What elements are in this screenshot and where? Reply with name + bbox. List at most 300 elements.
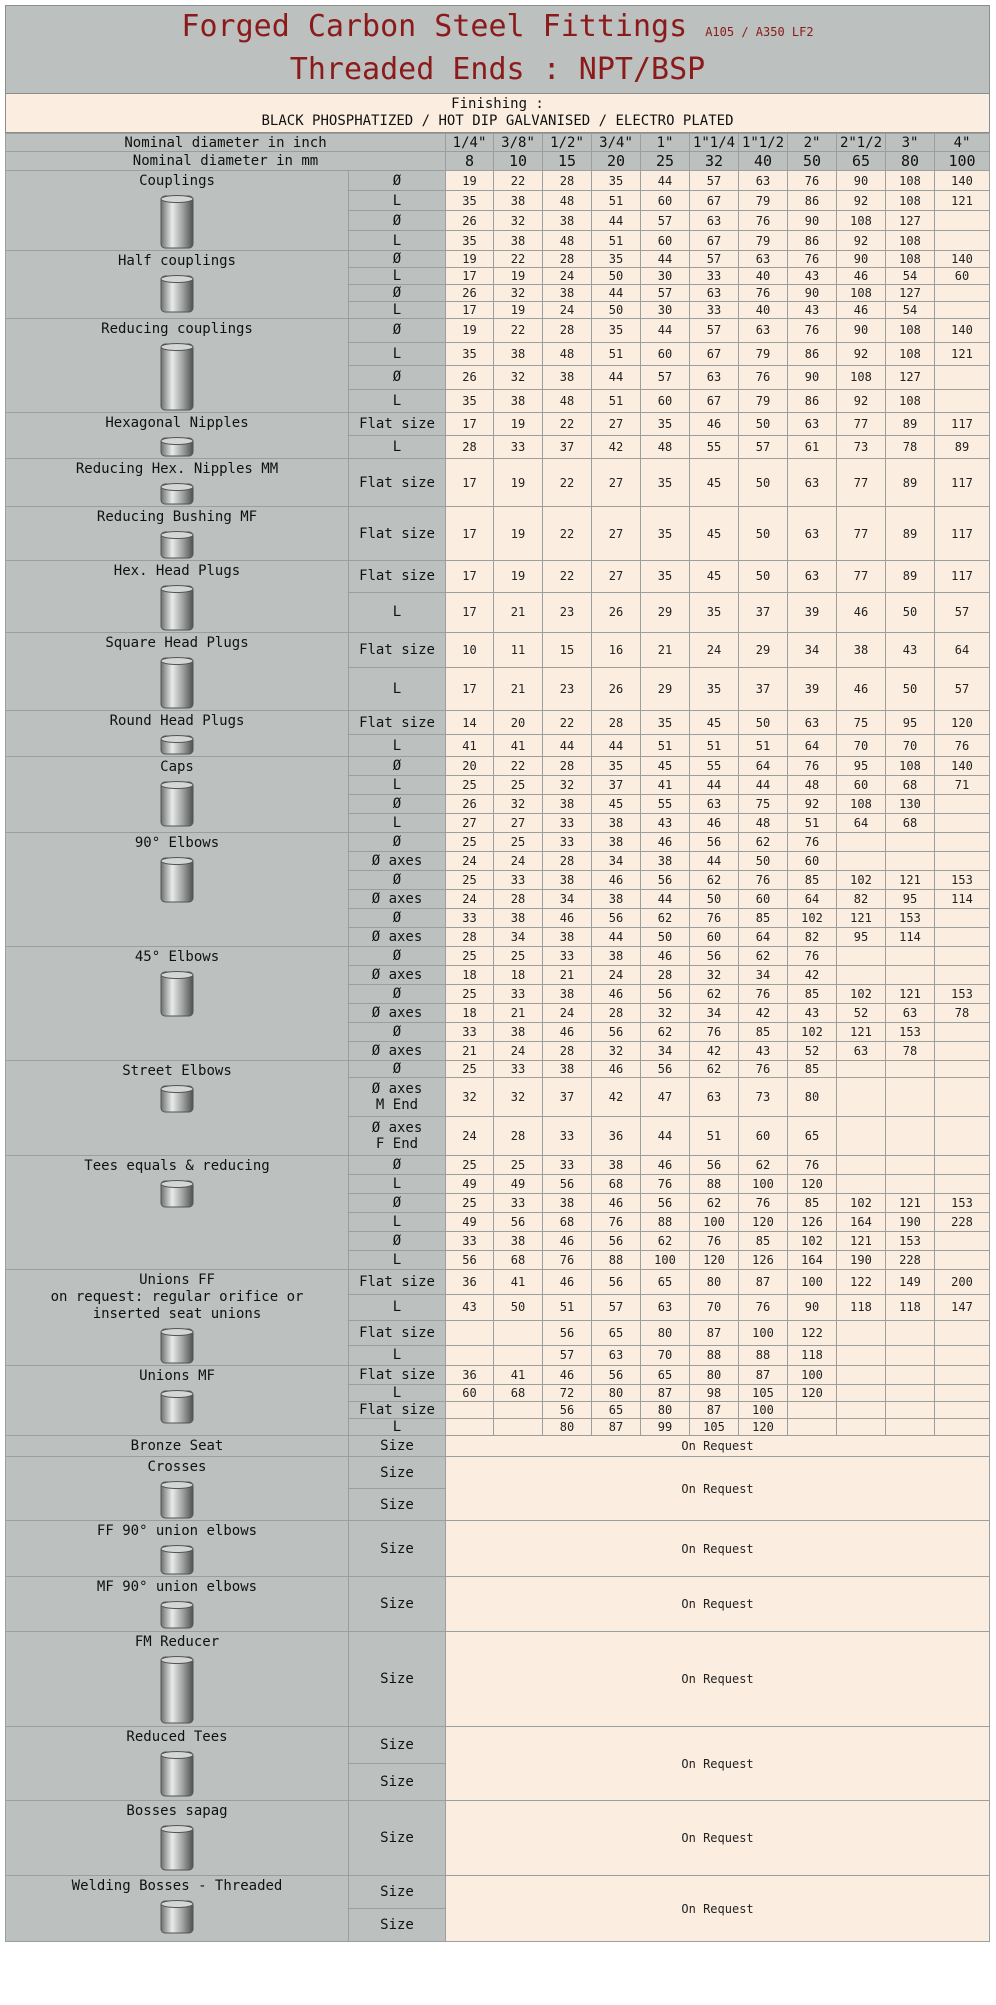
value-cell: 33 (690, 268, 739, 285)
value-cell: 25 (446, 1061, 494, 1078)
value-cell: 28 (641, 966, 690, 985)
fitting-name: Hexagonal Nipples (105, 415, 249, 431)
fitting-name: Bronze Seat (130, 1438, 224, 1454)
value-cell: 88 (641, 1213, 690, 1232)
value-cell: 120 (739, 1419, 788, 1436)
value-cell: 33 (446, 909, 494, 928)
value-cell: 117 (935, 507, 990, 561)
elbow-90-icon (155, 856, 199, 904)
value-cell: 92 (837, 389, 886, 413)
value-cell: 25 (446, 776, 494, 795)
value-cell (886, 852, 935, 871)
value-cell (837, 1078, 886, 1117)
value-cell: 62 (641, 1023, 690, 1042)
value-cell (935, 285, 990, 302)
table-row (6, 1577, 990, 1632)
value-cell: 47 (641, 1078, 690, 1117)
fitting-name-cell (6, 1876, 349, 1942)
value-cell: 48 (739, 814, 788, 833)
title-main: Forged Carbon Steel Fittings (181, 9, 688, 44)
value-cell (886, 1321, 935, 1346)
value-cell: 80 (641, 1402, 690, 1419)
value-cell (935, 1156, 990, 1175)
mm-header-cell: 25 (641, 152, 690, 171)
value-cell: 33 (446, 1023, 494, 1042)
value-cell (837, 833, 886, 852)
value-cell: 90 (788, 1294, 837, 1321)
value-cell: 41 (494, 1270, 543, 1295)
value-cell: 62 (739, 947, 788, 966)
value-cell: 57 (739, 436, 788, 459)
title-line1 (6, 6, 989, 51)
value-cell: 60 (690, 928, 739, 947)
inch-header-cell: 1/4" (446, 134, 494, 152)
value-cell (837, 1366, 886, 1385)
value-cell: 73 (837, 436, 886, 459)
value-cell (935, 833, 990, 852)
fitting-name: Half couplings (117, 253, 236, 269)
inch-header-cell: 2"1/2 (837, 134, 886, 152)
value-cell: 34 (641, 1042, 690, 1061)
value-cell: 38 (494, 191, 543, 211)
value-cell: 76 (739, 285, 788, 302)
value-cell: 27 (592, 561, 641, 593)
value-cell: 79 (739, 231, 788, 251)
value-cell (788, 1402, 837, 1419)
fitting-name-cell (6, 1366, 349, 1436)
value-cell: 95 (886, 890, 935, 909)
finishing-block (5, 94, 990, 133)
value-cell: 76 (739, 211, 788, 231)
value-cell: 57 (935, 667, 990, 710)
value-cell: 68 (886, 776, 935, 795)
value-cell: 92 (837, 231, 886, 251)
value-cell: 50 (739, 561, 788, 593)
value-cell: 117 (935, 459, 990, 507)
value-cell: 32 (543, 776, 592, 795)
value-cell: 38 (837, 633, 886, 668)
value-cell: 49 (446, 1175, 494, 1194)
value-cell: 76 (690, 1232, 739, 1251)
value-cell: 34 (739, 966, 788, 985)
value-cell (446, 1402, 494, 1419)
value-cell: 85 (739, 1023, 788, 1042)
value-cell: 140 (935, 171, 990, 191)
value-cell: 46 (543, 1232, 592, 1251)
value-cell: 73 (739, 1078, 788, 1117)
fitting-name-cell (6, 1801, 349, 1876)
value-cell: 45 (641, 757, 690, 776)
cap-icon (155, 780, 199, 828)
value-cell: 72 (543, 1385, 592, 1402)
value-cell: 45 (592, 795, 641, 814)
value-cell: 76 (543, 1251, 592, 1270)
reducing-hex-nipple-icon (155, 482, 199, 506)
value-cell (837, 947, 886, 966)
fitting-name: Unions FF on request: regular orifice or inserted seat unions (50, 1272, 304, 1322)
tee-icon (155, 1179, 199, 1209)
value-cell: 127 (886, 285, 935, 302)
hex-head-plug-icon (155, 584, 199, 632)
value-cell: 35 (446, 389, 494, 413)
value-cell: 108 (837, 285, 886, 302)
value-cell: 121 (886, 871, 935, 890)
value-cell: 56 (543, 1402, 592, 1419)
value-cell: 120 (788, 1385, 837, 1402)
value-cell: 76 (739, 1194, 788, 1213)
value-cell: 21 (446, 1042, 494, 1061)
value-cell: 17 (446, 268, 494, 285)
value-cell: 19 (494, 561, 543, 593)
value-cell: 28 (446, 436, 494, 459)
value-cell: 11 (494, 633, 543, 668)
value-cell: 63 (690, 366, 739, 390)
value-cell: 90 (788, 211, 837, 231)
value-cell: 38 (592, 947, 641, 966)
inch-header-cell: 4" (935, 134, 990, 152)
value-cell: 82 (788, 928, 837, 947)
value-cell: 86 (788, 231, 837, 251)
value-cell: 37 (543, 1078, 592, 1117)
value-cell: 76 (788, 757, 837, 776)
value-cell: 118 (788, 1345, 837, 1365)
fitting-name: FF 90° union elbows (96, 1523, 258, 1539)
value-cell: 76 (641, 1175, 690, 1194)
value-cell: 37 (543, 436, 592, 459)
value-cell: 127 (886, 366, 935, 390)
value-cell: 90 (837, 319, 886, 343)
value-cell: 57 (641, 285, 690, 302)
value-cell (886, 1402, 935, 1419)
value-cell: 87 (641, 1385, 690, 1402)
value-cell: 85 (739, 909, 788, 928)
row-label: Size (349, 1489, 446, 1521)
value-cell: 38 (592, 833, 641, 852)
fitting-name: Couplings (139, 173, 215, 189)
value-cell: 82 (837, 890, 886, 909)
value-cell: 118 (886, 1294, 935, 1321)
dimension-table (5, 133, 990, 1942)
value-cell: 51 (690, 735, 739, 757)
value-cell (935, 795, 990, 814)
value-cell: 46 (543, 1023, 592, 1042)
value-cell: 25 (494, 833, 543, 852)
value-cell: 121 (935, 191, 990, 211)
value-cell: 45 (690, 711, 739, 735)
value-cell: 19 (494, 459, 543, 507)
value-cell: 57 (641, 211, 690, 231)
value-cell: 27 (446, 814, 494, 833)
row-label: Flat size (349, 507, 446, 561)
value-cell: 48 (543, 342, 592, 366)
value-cell: 19 (494, 413, 543, 436)
value-cell: 26 (446, 211, 494, 231)
value-cell: 45 (690, 561, 739, 593)
value-cell: 63 (690, 795, 739, 814)
row-label: Ø axes (349, 890, 446, 909)
value-cell: 76 (788, 171, 837, 191)
value-cell: 88 (739, 1345, 788, 1365)
value-cell: 90 (837, 171, 886, 191)
value-cell: 10 (446, 633, 494, 668)
value-cell: 43 (788, 302, 837, 319)
row-label: Size (349, 1801, 446, 1876)
value-cell: 46 (543, 1366, 592, 1385)
value-cell: 33 (543, 814, 592, 833)
value-cell: 100 (739, 1321, 788, 1346)
value-cell: 54 (886, 268, 935, 285)
inch-header-cell: 1/2" (543, 134, 592, 152)
inch-header-cell: 1" (641, 134, 690, 152)
fitting-name-cell (6, 1457, 349, 1521)
value-cell: 100 (788, 1270, 837, 1295)
value-cell: 130 (886, 795, 935, 814)
row-label: Ø (349, 757, 446, 776)
value-cell: 23 (543, 667, 592, 710)
fitting-name: Reducing Bushing MF (96, 509, 258, 525)
value-cell: 76 (788, 1156, 837, 1175)
value-cell: 50 (886, 667, 935, 710)
value-cell: 48 (788, 776, 837, 795)
value-cell: 46 (837, 592, 886, 632)
value-cell: 51 (592, 389, 641, 413)
value-cell: 86 (788, 389, 837, 413)
value-cell (935, 302, 990, 319)
value-cell (935, 389, 990, 413)
value-cell (494, 1419, 543, 1436)
value-cell: 38 (641, 852, 690, 871)
value-cell: 153 (935, 1194, 990, 1213)
table-row (6, 633, 990, 668)
fitting-name-cell (6, 947, 349, 1061)
table-row (6, 711, 990, 735)
value-cell: 121 (837, 909, 886, 928)
value-cell: 44 (543, 735, 592, 757)
row-label: Ø axes (349, 852, 446, 871)
value-cell: 28 (446, 928, 494, 947)
value-cell: 51 (592, 342, 641, 366)
fitting-name: 45° Elbows (134, 949, 220, 965)
value-cell: 28 (494, 890, 543, 909)
value-cell: 51 (641, 735, 690, 757)
value-cell: 57 (543, 1345, 592, 1365)
value-cell: 120 (935, 711, 990, 735)
reduced-tee-icon (155, 1750, 199, 1798)
value-cell: 76 (788, 833, 837, 852)
value-cell: 228 (886, 1251, 935, 1270)
value-cell: 22 (543, 459, 592, 507)
value-cell: 44 (592, 285, 641, 302)
row-label: Ø axes (349, 966, 446, 985)
value-cell: 126 (739, 1251, 788, 1270)
value-cell: 57 (690, 319, 739, 343)
value-cell: 63 (788, 507, 837, 561)
value-cell: 67 (690, 231, 739, 251)
inch-header-cell: 3" (886, 134, 935, 152)
value-cell: 76 (739, 871, 788, 890)
value-cell: 65 (641, 1366, 690, 1385)
row-label: Size (349, 1876, 446, 1909)
fitting-name-cell (6, 833, 349, 947)
value-cell (935, 966, 990, 985)
mm-label: Nominal diameter in mm (6, 152, 446, 171)
value-cell: 102 (788, 1232, 837, 1251)
value-cell: 50 (592, 268, 641, 285)
value-cell (886, 833, 935, 852)
value-cell: 28 (592, 1004, 641, 1023)
row-label: Ø axes F End (349, 1117, 446, 1156)
value-cell: 77 (837, 459, 886, 507)
value-cell: 79 (739, 191, 788, 211)
value-cell: 100 (788, 1366, 837, 1385)
value-cell: 63 (837, 1042, 886, 1061)
row-label: L (349, 268, 446, 285)
value-cell: 33 (543, 833, 592, 852)
value-cell: 46 (837, 667, 886, 710)
value-cell: 65 (592, 1321, 641, 1346)
fitting-name: Tees equals & reducing (84, 1158, 270, 1174)
value-cell: 95 (886, 711, 935, 735)
mm-header-cell: 15 (543, 152, 592, 171)
value-cell: 25 (446, 1156, 494, 1175)
row-label: Size (349, 1632, 446, 1727)
fitting-name-cell (6, 251, 349, 319)
table-row (6, 1436, 990, 1457)
table-row (6, 1632, 990, 1727)
value-cell: 38 (494, 231, 543, 251)
value-cell (935, 1042, 990, 1061)
value-cell (494, 1345, 543, 1365)
value-cell: 24 (690, 633, 739, 668)
value-cell: 76 (690, 909, 739, 928)
value-cell (446, 1321, 494, 1346)
value-cell: 38 (543, 985, 592, 1004)
value-cell: 64 (935, 633, 990, 668)
on-request-cell: On Request (446, 1632, 990, 1727)
value-cell: 90 (788, 366, 837, 390)
value-cell: 24 (494, 852, 543, 871)
welding-boss-icon (155, 1899, 199, 1935)
value-cell: 44 (592, 928, 641, 947)
value-cell: 46 (592, 1061, 641, 1078)
value-cell: 28 (543, 319, 592, 343)
value-cell: 16 (592, 633, 641, 668)
value-cell: 32 (494, 211, 543, 231)
value-cell (935, 928, 990, 947)
value-cell: 32 (641, 1004, 690, 1023)
value-cell: 38 (592, 890, 641, 909)
value-cell: 18 (446, 1004, 494, 1023)
value-cell: 50 (739, 459, 788, 507)
inch-header-cell: 1"1/2 (739, 134, 788, 152)
value-cell: 27 (592, 413, 641, 436)
value-cell (837, 1345, 886, 1365)
row-label: Flat size (349, 561, 446, 593)
value-cell: 62 (641, 909, 690, 928)
value-cell: 34 (494, 928, 543, 947)
row-label: L (349, 814, 446, 833)
value-cell: 60 (641, 191, 690, 211)
value-cell: 40 (739, 268, 788, 285)
hex-nipple-icon (155, 436, 199, 458)
value-cell: 100 (739, 1175, 788, 1194)
value-cell: 50 (739, 711, 788, 735)
title-block (5, 5, 990, 94)
row-label: L (349, 389, 446, 413)
value-cell: 62 (739, 1156, 788, 1175)
value-cell: 63 (690, 211, 739, 231)
value-cell: 56 (592, 909, 641, 928)
value-cell: 46 (592, 1194, 641, 1213)
value-cell: 70 (690, 1294, 739, 1321)
value-cell: 33 (446, 1232, 494, 1251)
value-cell: 25 (446, 947, 494, 966)
value-cell (886, 1345, 935, 1365)
value-cell: 22 (543, 413, 592, 436)
fitting-name-cell (6, 1727, 349, 1801)
value-cell: 17 (446, 302, 494, 319)
value-cell: 28 (543, 251, 592, 268)
row-label: Ø axes M End (349, 1078, 446, 1117)
row-label: L (349, 1251, 446, 1270)
row-label: Ø (349, 1061, 446, 1078)
value-cell: 57 (690, 251, 739, 268)
value-cell (935, 1366, 990, 1385)
table-row (6, 1801, 990, 1876)
value-cell: 60 (739, 1117, 788, 1156)
value-cell (886, 1061, 935, 1078)
value-cell: 33 (690, 302, 739, 319)
value-cell: 76 (739, 366, 788, 390)
row-label: Flat size (349, 711, 446, 735)
value-cell: 108 (886, 191, 935, 211)
value-cell: 56 (592, 1232, 641, 1251)
table-row (6, 507, 990, 561)
row-label: Flat size (349, 1270, 446, 1295)
row-label: Ø axes (349, 1004, 446, 1023)
row-label: Ø (349, 795, 446, 814)
value-cell: 25 (494, 947, 543, 966)
value-cell: 77 (837, 507, 886, 561)
value-cell: 85 (788, 871, 837, 890)
value-cell: 164 (837, 1213, 886, 1232)
value-cell: 36 (446, 1366, 494, 1385)
row-label: Ø (349, 833, 446, 852)
value-cell: 62 (641, 1232, 690, 1251)
table-row (6, 1270, 990, 1295)
value-cell: 76 (788, 251, 837, 268)
fittings-sheet (5, 5, 990, 1942)
row-label: L (349, 342, 446, 366)
value-cell: 88 (592, 1251, 641, 1270)
value-cell (935, 211, 990, 231)
row-label: Ø (349, 366, 446, 390)
value-cell: 17 (446, 413, 494, 436)
value-cell: 56 (543, 1175, 592, 1194)
value-cell: 108 (886, 251, 935, 268)
value-cell: 126 (788, 1213, 837, 1232)
table-row (6, 1876, 990, 1909)
value-cell: 50 (641, 928, 690, 947)
fitting-name-cell (6, 171, 349, 251)
value-cell: 20 (494, 711, 543, 735)
value-cell: 22 (543, 507, 592, 561)
row-label: L (349, 1294, 446, 1321)
value-cell: 102 (837, 1194, 886, 1213)
value-cell: 40 (739, 302, 788, 319)
value-cell (935, 1251, 990, 1270)
value-cell (935, 1078, 990, 1117)
